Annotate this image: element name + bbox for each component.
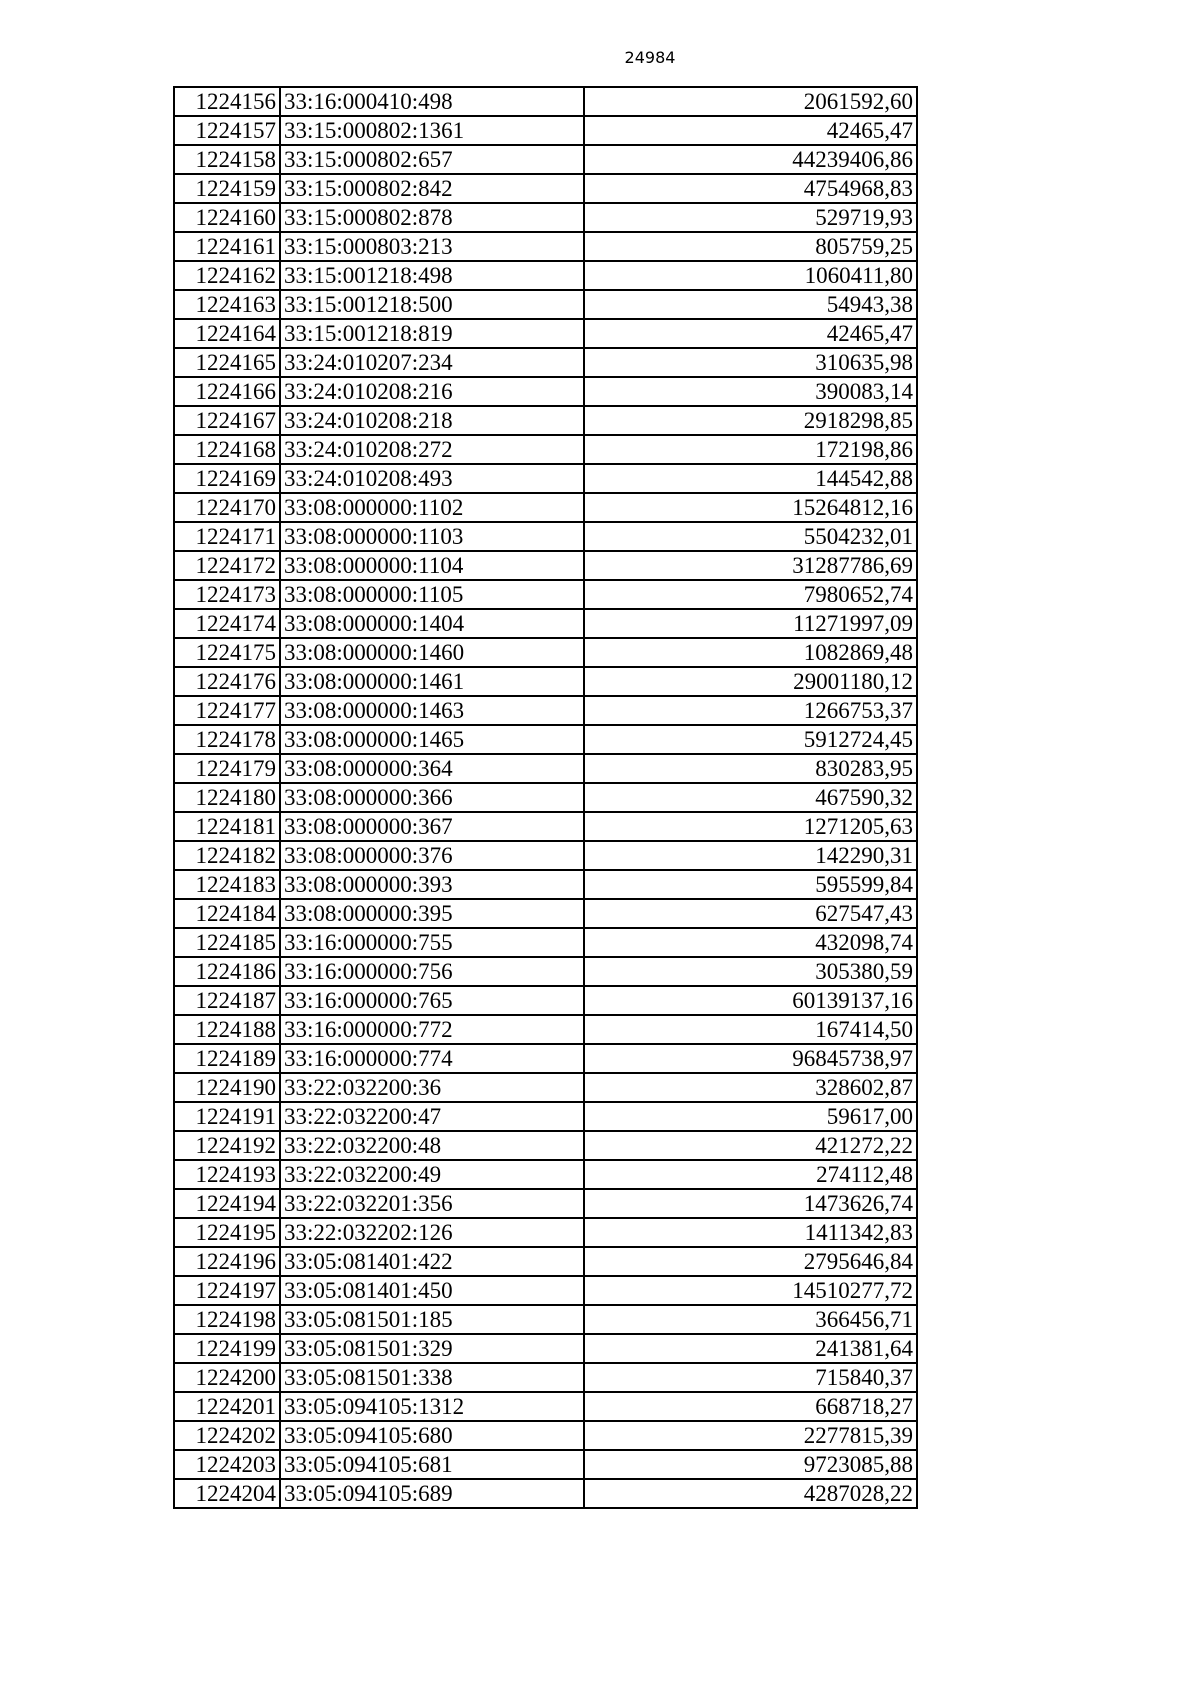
cadastral-value-cell: 60139137,16: [584, 986, 917, 1015]
row-id-cell: 1224179: [174, 754, 280, 783]
cadastral-value-cell: 1060411,80: [584, 261, 917, 290]
cadastral-value-cell: 5912724,45: [584, 725, 917, 754]
cadastral-number-cell: 33:05:081401:422: [280, 1247, 584, 1276]
row-id-cell: 1224198: [174, 1305, 280, 1334]
cadastral-value-cell: 2061592,60: [584, 87, 917, 116]
cadastral-number-cell: 33:08:000000:1460: [280, 638, 584, 667]
row-id-cell: 1224189: [174, 1044, 280, 1073]
cadastral-value-cell: 1411342,83: [584, 1218, 917, 1247]
row-id-cell: 1224192: [174, 1131, 280, 1160]
cadastral-value-cell: 9723085,88: [584, 1450, 917, 1479]
table-row: [174, 1218, 917, 1247]
cadastral-number-cell: 33:16:000000:772: [280, 1015, 584, 1044]
row-id-cell: 1224163: [174, 290, 280, 319]
cadastral-value-cell: 805759,25: [584, 232, 917, 261]
cadastral-number-cell: 33:08:000000:393: [280, 870, 584, 899]
cadastral-number-cell: 33:15:000802:657: [280, 145, 584, 174]
cadastral-value-cell: 595599,84: [584, 870, 917, 899]
table-row: [174, 1131, 917, 1160]
cadastral-value-cell: 529719,93: [584, 203, 917, 232]
row-id-cell: 1224181: [174, 812, 280, 841]
cadastral-value-cell: 1271205,63: [584, 812, 917, 841]
cadastral-number-cell: 33:08:000000:376: [280, 841, 584, 870]
cadastral-number-cell: 33:16:000000:756: [280, 957, 584, 986]
cadastral-value-cell: 96845738,97: [584, 1044, 917, 1073]
table-row: [174, 1276, 917, 1305]
cadastral-value-cell: 2277815,39: [584, 1421, 917, 1450]
row-id-cell: 1224176: [174, 667, 280, 696]
table-row: [174, 319, 917, 348]
cadastral-value-table: [173, 86, 918, 1509]
cadastral-value-cell: 11271997,09: [584, 609, 917, 638]
cadastral-value-cell: 1266753,37: [584, 696, 917, 725]
table-row: [174, 464, 917, 493]
row-id-cell: 1224187: [174, 986, 280, 1015]
cadastral-value-cell: 42465,47: [584, 319, 917, 348]
page-number: 24984: [624, 48, 676, 67]
table-row: [174, 232, 917, 261]
table-row: [174, 899, 917, 928]
table-row: [174, 1102, 917, 1131]
cadastral-value-cell: 241381,64: [584, 1334, 917, 1363]
cadastral-number-cell: 33:24:010208:218: [280, 406, 584, 435]
cadastral-number-cell: 33:08:000000:1465: [280, 725, 584, 754]
cadastral-value-cell: 627547,43: [584, 899, 917, 928]
row-id-cell: 1224188: [174, 1015, 280, 1044]
cadastral-value-cell: 366456,71: [584, 1305, 917, 1334]
row-id-cell: 1224157: [174, 116, 280, 145]
table-row: [174, 522, 917, 551]
cadastral-value-cell: 59617,00: [584, 1102, 917, 1131]
row-id-cell: 1224182: [174, 841, 280, 870]
table-row: [174, 957, 917, 986]
cadastral-number-cell: 33:15:000802:878: [280, 203, 584, 232]
cadastral-number-cell: 33:08:000000:1104: [280, 551, 584, 580]
table-row: [174, 1073, 917, 1102]
cadastral-number-cell: 33:15:000802:842: [280, 174, 584, 203]
cadastral-number-cell: 33:16:000410:498: [280, 87, 584, 116]
cadastral-number-cell: 33:24:010208:216: [280, 377, 584, 406]
cadastral-number-cell: 33:24:010207:234: [280, 348, 584, 377]
row-id-cell: 1224197: [174, 1276, 280, 1305]
table-row: [174, 1305, 917, 1334]
cadastral-number-cell: 33:05:081501:338: [280, 1363, 584, 1392]
cadastral-number-cell: 33:22:032202:126: [280, 1218, 584, 1247]
table-row: [174, 1015, 917, 1044]
row-id-cell: 1224167: [174, 406, 280, 435]
cadastral-value-cell: 668718,27: [584, 1392, 917, 1421]
cadastral-number-cell: 33:08:000000:364: [280, 754, 584, 783]
cadastral-value-cell: 167414,50: [584, 1015, 917, 1044]
table-row: [174, 609, 917, 638]
cadastral-number-cell: 33:05:094105:680: [280, 1421, 584, 1450]
cadastral-number-cell: 33:08:000000:366: [280, 783, 584, 812]
cadastral-value-cell: 328602,87: [584, 1073, 917, 1102]
row-id-cell: 1224162: [174, 261, 280, 290]
cadastral-number-cell: 33:22:032200:36: [280, 1073, 584, 1102]
table-row: [174, 754, 917, 783]
cadastral-number-cell: 33:15:000803:213: [280, 232, 584, 261]
table-row: [174, 116, 917, 145]
table-row: [174, 580, 917, 609]
cadastral-number-cell: 33:08:000000:1102: [280, 493, 584, 522]
cadastral-number-cell: 33:05:081501:185: [280, 1305, 584, 1334]
table-row: [174, 290, 917, 319]
table-row: [174, 348, 917, 377]
table-row: [174, 1044, 917, 1073]
table-row: [174, 696, 917, 725]
cadastral-number-cell: 33:08:000000:1103: [280, 522, 584, 551]
row-id-cell: 1224186: [174, 957, 280, 986]
cadastral-value-cell: 14510277,72: [584, 1276, 917, 1305]
table-body: [174, 87, 917, 1508]
row-id-cell: 1224165: [174, 348, 280, 377]
table-row: [174, 667, 917, 696]
cadastral-number-cell: 33:08:000000:1463: [280, 696, 584, 725]
row-id-cell: 1224191: [174, 1102, 280, 1131]
cadastral-value-cell: 1082869,48: [584, 638, 917, 667]
table-row: [174, 1363, 917, 1392]
row-id-cell: 1224161: [174, 232, 280, 261]
cadastral-number-cell: 33:05:081501:329: [280, 1334, 584, 1363]
cadastral-value-cell: 5504232,01: [584, 522, 917, 551]
row-id-cell: 1224201: [174, 1392, 280, 1421]
cadastral-value-cell: 2918298,85: [584, 406, 917, 435]
cadastral-value-cell: 4287028,22: [584, 1479, 917, 1508]
cadastral-value-cell: 172198,86: [584, 435, 917, 464]
row-id-cell: 1224194: [174, 1189, 280, 1218]
cadastral-value-cell: 310635,98: [584, 348, 917, 377]
table-row: [174, 1450, 917, 1479]
cadastral-number-cell: 33:05:094105:689: [280, 1479, 584, 1508]
row-id-cell: 1224156: [174, 87, 280, 116]
cadastral-number-cell: 33:05:094105:1312: [280, 1392, 584, 1421]
row-id-cell: 1224196: [174, 1247, 280, 1276]
cadastral-number-cell: 33:15:000802:1361: [280, 116, 584, 145]
cadastral-value-cell: 715840,37: [584, 1363, 917, 1392]
table-row: [174, 783, 917, 812]
row-id-cell: 1224178: [174, 725, 280, 754]
cadastral-value-cell: 29001180,12: [584, 667, 917, 696]
row-id-cell: 1224184: [174, 899, 280, 928]
row-id-cell: 1224166: [174, 377, 280, 406]
cadastral-value-cell: 2795646,84: [584, 1247, 917, 1276]
row-id-cell: 1224185: [174, 928, 280, 957]
cadastral-number-cell: 33:16:000000:765: [280, 986, 584, 1015]
cadastral-value-cell: 4754968,83: [584, 174, 917, 203]
row-id-cell: 1224164: [174, 319, 280, 348]
table-row: [174, 928, 917, 957]
cadastral-value-cell: 305380,59: [584, 957, 917, 986]
cadastral-number-cell: 33:22:032201:356: [280, 1189, 584, 1218]
cadastral-number-cell: 33:22:032200:49: [280, 1160, 584, 1189]
cadastral-number-cell: 33:08:000000:395: [280, 899, 584, 928]
table-row: [174, 406, 917, 435]
cadastral-value-cell: 1473626,74: [584, 1189, 917, 1218]
cadastral-number-cell: 33:22:032200:47: [280, 1102, 584, 1131]
row-id-cell: 1224200: [174, 1363, 280, 1392]
row-id-cell: 1224180: [174, 783, 280, 812]
cadastral-value-cell: 7980652,74: [584, 580, 917, 609]
cadastral-number-cell: 33:22:032200:48: [280, 1131, 584, 1160]
row-id-cell: 1224193: [174, 1160, 280, 1189]
cadastral-number-cell: 33:08:000000:367: [280, 812, 584, 841]
cadastral-value-cell: 274112,48: [584, 1160, 917, 1189]
table-row: [174, 725, 917, 754]
cadastral-value-cell: 830283,95: [584, 754, 917, 783]
row-id-cell: 1224190: [174, 1073, 280, 1102]
row-id-cell: 1224159: [174, 174, 280, 203]
cadastral-value-cell: 54943,38: [584, 290, 917, 319]
table-row: [174, 1421, 917, 1450]
cadastral-number-cell: 33:16:000000:755: [280, 928, 584, 957]
cadastral-value-cell: 390083,14: [584, 377, 917, 406]
cadastral-number-cell: 33:24:010208:272: [280, 435, 584, 464]
row-id-cell: 1224171: [174, 522, 280, 551]
cadastral-number-cell: 33:16:000000:774: [280, 1044, 584, 1073]
cadastral-value-cell: 144542,88: [584, 464, 917, 493]
table-row: [174, 1189, 917, 1218]
cadastral-number-cell: 33:24:010208:493: [280, 464, 584, 493]
cadastral-number-cell: 33:08:000000:1404: [280, 609, 584, 638]
table-row: [174, 870, 917, 899]
row-id-cell: 1224199: [174, 1334, 280, 1363]
cadastral-value-cell: 31287786,69: [584, 551, 917, 580]
table-row: [174, 841, 917, 870]
cadastral-number-cell: 33:15:001218:500: [280, 290, 584, 319]
table-row: [174, 377, 917, 406]
cadastral-value-cell: 142290,31: [584, 841, 917, 870]
table-row: [174, 1160, 917, 1189]
table-row: [174, 174, 917, 203]
row-id-cell: 1224173: [174, 580, 280, 609]
cadastral-value-cell: 421272,22: [584, 1131, 917, 1160]
table-row: [174, 261, 917, 290]
row-id-cell: 1224177: [174, 696, 280, 725]
table-row: [174, 1334, 917, 1363]
table-row: [174, 551, 917, 580]
row-id-cell: 1224158: [174, 145, 280, 174]
table-row: [174, 1479, 917, 1508]
row-id-cell: 1224204: [174, 1479, 280, 1508]
cadastral-number-cell: 33:05:094105:681: [280, 1450, 584, 1479]
cadastral-number-cell: 33:08:000000:1105: [280, 580, 584, 609]
row-id-cell: 1224183: [174, 870, 280, 899]
cadastral-value-cell: 467590,32: [584, 783, 917, 812]
row-id-cell: 1224172: [174, 551, 280, 580]
table-row: [174, 1247, 917, 1276]
row-id-cell: 1224168: [174, 435, 280, 464]
table-row: [174, 812, 917, 841]
table-row: [174, 203, 917, 232]
cadastral-value-cell: 432098,74: [584, 928, 917, 957]
table-row: [174, 1392, 917, 1421]
row-id-cell: 1224174: [174, 609, 280, 638]
row-id-cell: 1224170: [174, 493, 280, 522]
table-row: [174, 986, 917, 1015]
table-row: [174, 87, 917, 116]
table-row: [174, 493, 917, 522]
row-id-cell: 1224203: [174, 1450, 280, 1479]
cadastral-number-cell: 33:15:001218:819: [280, 319, 584, 348]
cadastral-value-cell: 15264812,16: [584, 493, 917, 522]
row-id-cell: 1224202: [174, 1421, 280, 1450]
row-id-cell: 1224160: [174, 203, 280, 232]
row-id-cell: 1224195: [174, 1218, 280, 1247]
cadastral-number-cell: 33:08:000000:1461: [280, 667, 584, 696]
table-row: [174, 435, 917, 464]
table-row: [174, 145, 917, 174]
cadastral-number-cell: 33:05:081401:450: [280, 1276, 584, 1305]
cadastral-value-cell: 42465,47: [584, 116, 917, 145]
cadastral-value-cell: 44239406,86: [584, 145, 917, 174]
row-id-cell: 1224169: [174, 464, 280, 493]
row-id-cell: 1224175: [174, 638, 280, 667]
cadastral-number-cell: 33:15:001218:498: [280, 261, 584, 290]
table-row: [174, 638, 917, 667]
